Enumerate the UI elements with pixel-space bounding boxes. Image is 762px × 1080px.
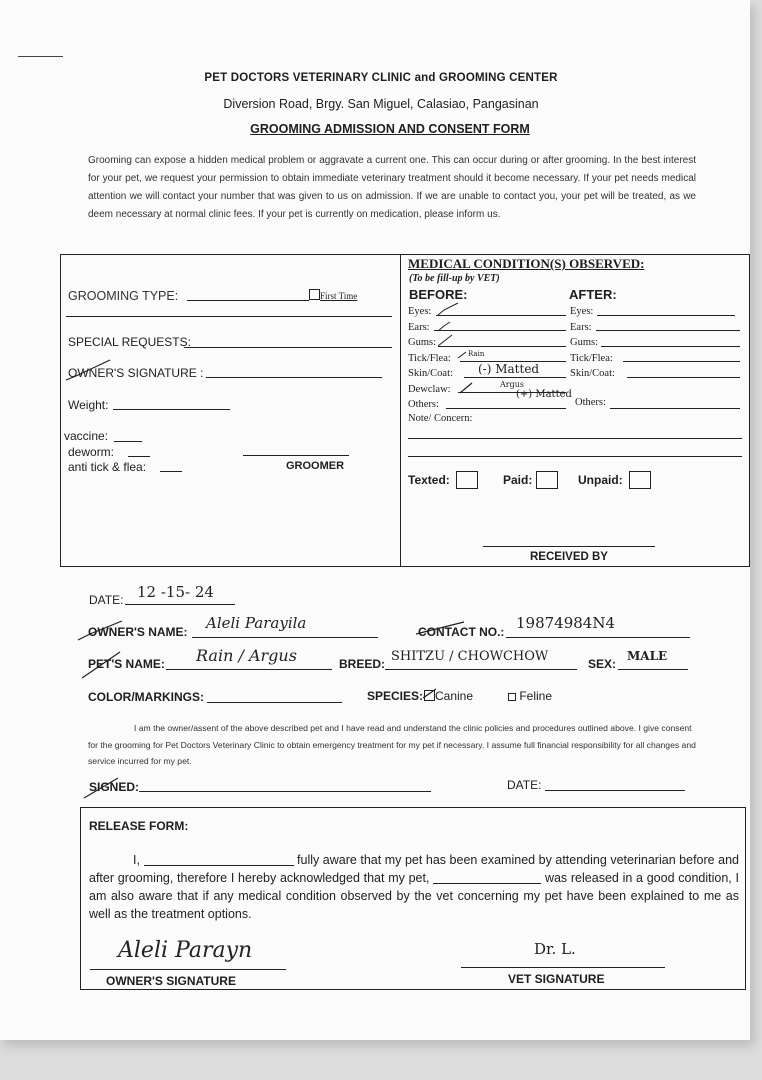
box-divider	[400, 254, 401, 567]
release-text-2: fully aware that my pet has been examined by attending veterinarian before and after grooming, therefore I hereby acknowledged that my pet,	[89, 853, 740, 885]
date2-label: DATE:	[507, 778, 542, 792]
release-text-3: was released in a good condition, I am also aware that if any medical condition observed by the vet concerning my pet have been explained to me as well as the treatment options.	[89, 871, 739, 921]
sex-line	[618, 669, 688, 670]
release-vet-signature-label: VET SIGNATURE	[508, 972, 605, 986]
color-markings-line	[207, 702, 342, 703]
medical-check-marks	[436, 302, 466, 362]
contact-value: 19874984N4	[516, 614, 616, 632]
vet-signature-handwriting: Dr. L.	[534, 940, 576, 958]
texted-checkbox[interactable]	[456, 471, 478, 489]
after-tick-label: Tick/Flea:	[570, 352, 613, 364]
consent-text-2: I give consent for the grooming for Pet Doctors Veterinary Clinic to obtain emergency treatment for my pet if necessary. I assume full financial responsibility for all changes and service incurred for my pet.	[88, 723, 696, 766]
before-eyes-label: Eyes:	[408, 306, 432, 317]
clinic-address: Diversion Road, Brgy. San Miguel, Calasiao, Pangasinan	[223, 97, 539, 111]
note-concern-label: Note/ Concern:	[408, 413, 473, 424]
unpaid-checkbox[interactable]	[629, 471, 651, 489]
pet-name-strike	[80, 650, 126, 680]
handwritten-skin-note: (-) Matted	[478, 362, 540, 376]
owner-check-mark	[64, 358, 114, 384]
after-skin-label: Skin/Coat:	[570, 368, 615, 379]
texted-label: Texted:	[408, 473, 450, 487]
special-requests-label: SPECIAL REQUESTS:	[68, 335, 191, 349]
feline-checkbox[interactable]	[508, 693, 516, 701]
grooming-type-label: GROOMING TYPE:	[68, 289, 179, 303]
anti-tick-label: anti tick & flea:	[68, 460, 147, 474]
note-line-2	[408, 456, 742, 457]
breed-label: BREED:	[339, 657, 386, 671]
after-tick-line	[623, 361, 740, 362]
release-owner-line	[90, 969, 286, 970]
after-others-label: Others:	[575, 397, 606, 408]
special-requests-line	[184, 347, 392, 348]
sex-value: MALE	[627, 649, 668, 663]
signed-line	[139, 791, 431, 792]
contact-label: CONTACT NO.:	[418, 625, 505, 639]
after-skin-line	[627, 377, 740, 378]
note-line-1	[408, 438, 742, 439]
first-time-checkbox[interactable]	[309, 289, 320, 300]
before-skin-label: Skin/Coat:	[408, 368, 453, 379]
after-heading: AFTER:	[569, 287, 617, 302]
after-gums-line	[601, 346, 740, 347]
owner-name-value: Aleli Parayila	[206, 614, 307, 632]
before-heading: BEFORE:	[409, 287, 468, 302]
release-pet-blank[interactable]	[433, 871, 541, 884]
color-markings-label: COLOR/MARKINGS:	[88, 690, 204, 704]
after-eyes-line	[597, 315, 735, 316]
date-line	[125, 604, 235, 605]
anti-tick-line	[160, 471, 182, 472]
consent-text	[88, 720, 700, 770]
date2-line	[545, 790, 685, 791]
paid-label: Paid:	[503, 473, 533, 487]
species-label: SPECIES:	[367, 689, 424, 703]
breed-value: SHITZU / CHOWCHOW	[391, 649, 549, 664]
date-label: DATE:	[89, 593, 124, 607]
after-gums-label: Gums:	[570, 337, 599, 348]
feline-option[interactable]	[508, 689, 552, 703]
groomer-label: GROOMER	[286, 460, 345, 472]
release-title: RELEASE FORM:	[89, 819, 189, 833]
after-ears-line	[596, 330, 740, 331]
clinic-name: PET DOCTORS VETERINARY CLINIC and GROOMING CENTER	[204, 72, 558, 84]
contact-line	[506, 637, 690, 638]
pet-name-label: PET'S NAME:	[88, 657, 165, 671]
vaccine-line	[114, 441, 142, 442]
owner-name-label: OWNER'S NAME:	[88, 625, 188, 639]
owner-name-strike	[76, 618, 126, 644]
breed-line	[385, 669, 577, 670]
medical-subtitle: (To be fill-up by VET)	[409, 273, 500, 284]
date-value: 12 -15- 24	[137, 583, 214, 601]
canine-check-mark	[422, 688, 438, 700]
signed-label: SIGNED:	[89, 780, 140, 794]
release-name-blank[interactable]	[144, 853, 294, 866]
feline-label: Feline	[519, 689, 553, 703]
canine-label: Canine	[435, 689, 474, 703]
contact-strike	[414, 618, 470, 638]
handwritten-dewclaw-note: Argus	[500, 380, 524, 389]
deworm-line	[128, 456, 150, 457]
dewclaw-check	[458, 381, 478, 395]
before-ears-label: Ears:	[408, 321, 430, 333]
grooming-type-line-2	[66, 316, 392, 317]
weight-label: Weight:	[68, 398, 109, 412]
handwritten-others-note: (+) Matted	[516, 389, 572, 400]
before-skin-line	[464, 377, 566, 378]
after-others-line	[610, 408, 740, 409]
consent-text-1: I am the owner/assent of the above described pet and I have read and understand the clinic policies and procedures outlined above.	[134, 723, 637, 733]
owner-signature-handwriting: Aleli Parayn	[118, 938, 253, 963]
weight-line	[113, 409, 230, 410]
unpaid-label: Unpaid:	[578, 473, 623, 487]
vaccine-label: vaccine:	[64, 429, 109, 443]
pet-name-line	[166, 669, 332, 670]
first-time-label: First Time	[320, 291, 358, 301]
before-others-line	[446, 408, 566, 409]
after-eyes-label: Eyes:	[570, 306, 594, 317]
form-title: GROOMING ADMISSION AND CONSENT FORM	[250, 122, 530, 136]
signed-strike	[82, 774, 122, 800]
pet-name-value: Rain / Argus	[196, 646, 297, 665]
deworm-label: deworm:	[68, 445, 115, 459]
release-text-i: I,	[133, 853, 140, 867]
handwritten-tick-note: Rain	[468, 350, 485, 358]
before-others-label: Others:	[408, 399, 439, 410]
before-gums-label: Gums:	[408, 337, 437, 348]
release-text	[89, 851, 739, 923]
intro-paragraph: Grooming can expose a hidden medical problem or aggravate a current one. This can occur during or after grooming. In the best interest for your pet, we request your permission to obtain immediate veterinary treatment should it become necessary. If your pet needs medical attention we will contact your number that was given to us on admission. If we are unable to contact you, your pet will be treated, as we deem necessary at normal clinic fees. If your pet is currently on medication, please inform us.	[88, 155, 696, 220]
release-vet-line	[461, 967, 665, 968]
release-owner-signature-label: OWNER'S SIGNATURE	[106, 974, 236, 988]
before-dewclaw-label: Dewclaw:	[408, 383, 451, 395]
grooming-type-line	[187, 300, 309, 301]
before-tick-label: Tick/Flea:	[408, 352, 451, 364]
groomer-line	[243, 455, 349, 456]
after-ears-label: Ears:	[570, 321, 592, 333]
received-by-label: RECEIVED BY	[530, 551, 608, 563]
owner-signature-label: OWNER'S SIGNATURE :	[68, 366, 204, 380]
owner-name-line	[192, 637, 378, 638]
received-by-line	[483, 546, 655, 547]
sex-label: SEX:	[588, 657, 617, 671]
medical-title: MEDICAL CONDITION(S) OBSERVED:	[408, 256, 645, 271]
owner-signature-line	[206, 377, 382, 378]
first-time-option[interactable]	[309, 289, 357, 301]
corner-mark	[18, 56, 63, 57]
paid-checkbox[interactable]	[536, 471, 558, 489]
